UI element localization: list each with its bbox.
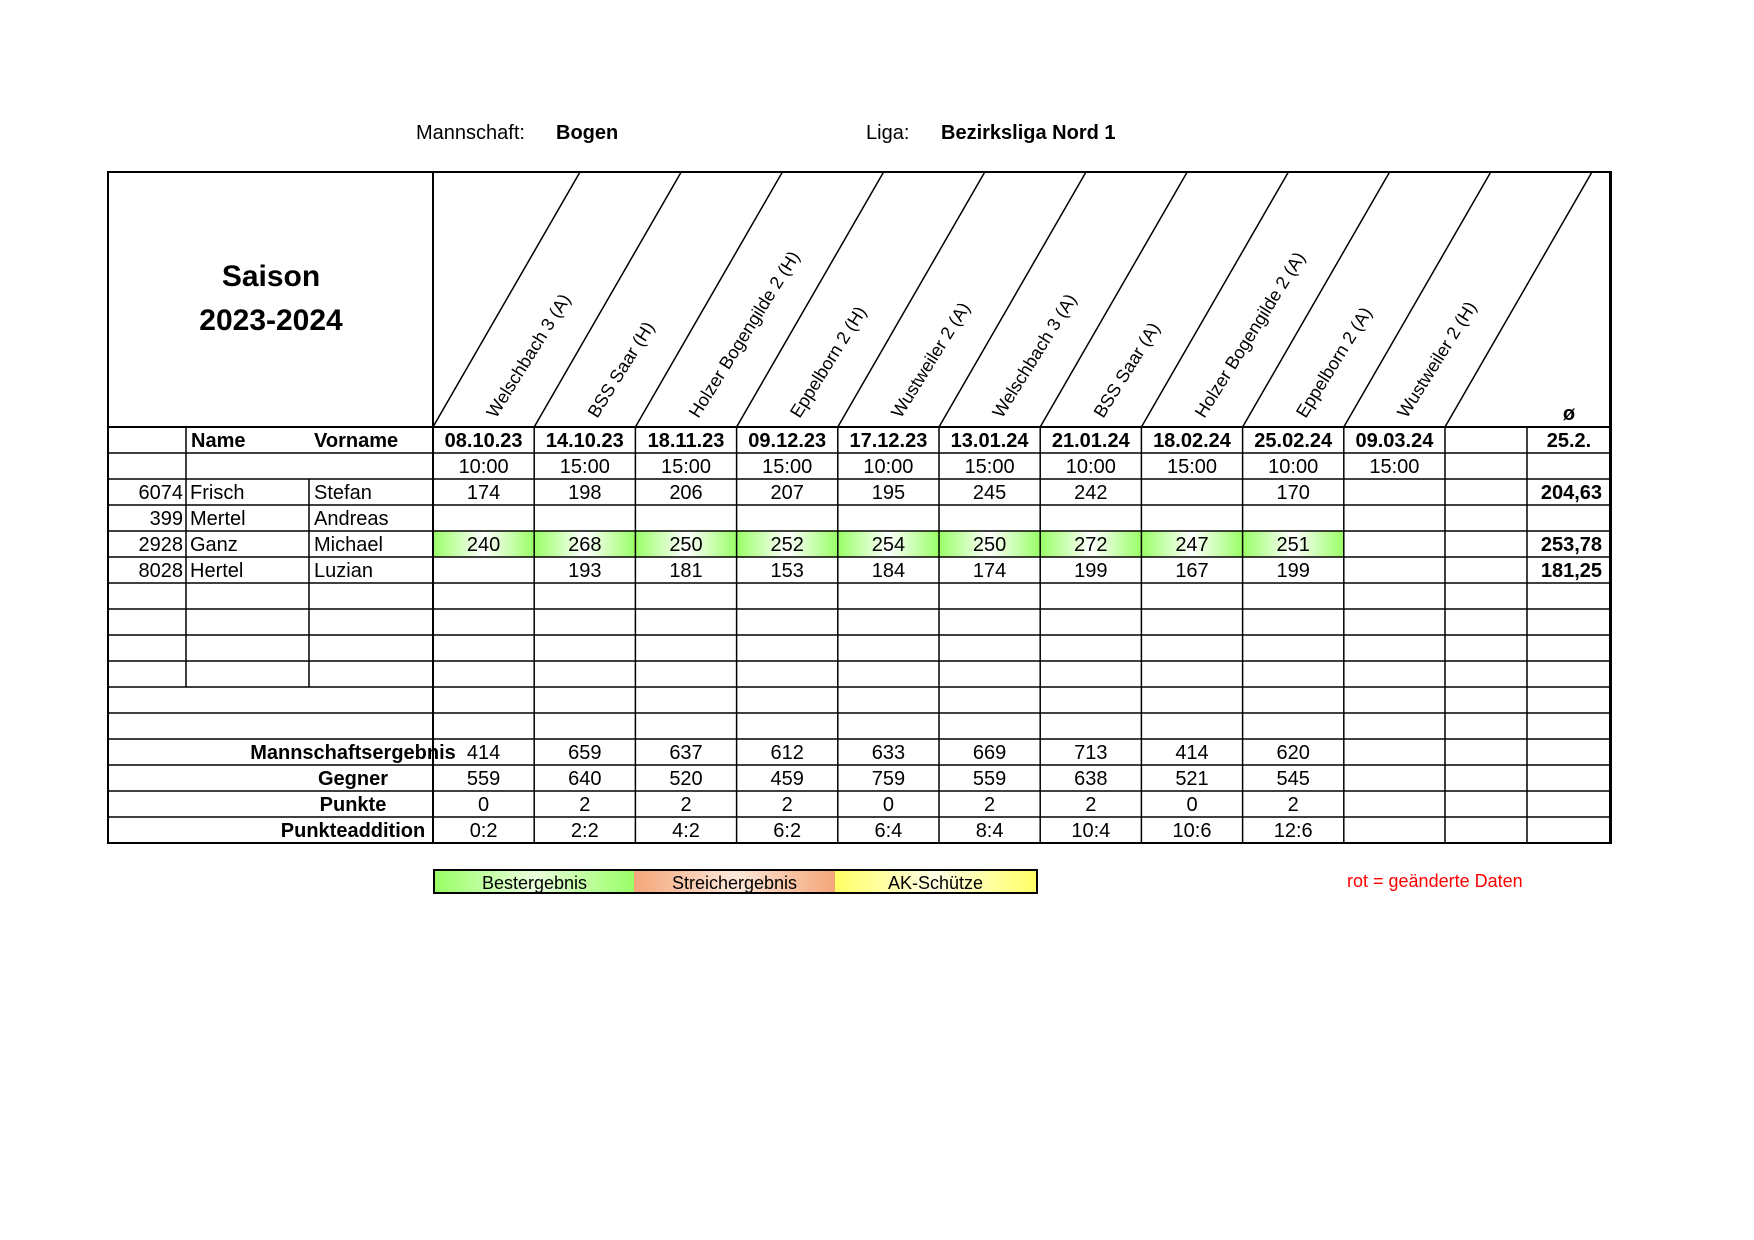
- match-time: 10:00: [1268, 456, 1319, 478]
- player-id: 2928: [138, 534, 183, 556]
- player-name: Mertel: [190, 508, 246, 530]
- summary-label: Gegner: [317, 768, 389, 790]
- player-name: Ganz: [190, 534, 238, 556]
- player-vorname: Luzian: [314, 560, 373, 582]
- summary-value: 620: [1276, 742, 1310, 764]
- league-label: Liga:: [866, 122, 910, 144]
- player-score: 252: [770, 534, 804, 556]
- match-date: 18.02.24: [1153, 430, 1231, 452]
- player-average: 181,25: [1540, 560, 1602, 582]
- header-diagonal: [1445, 172, 1592, 427]
- match-time: 15:00: [660, 456, 712, 478]
- summary-value: 10:6: [1172, 820, 1212, 842]
- match-date: 25.02.24: [1254, 430, 1333, 452]
- player-score: 199: [1074, 560, 1108, 582]
- player-score: 181: [669, 560, 703, 582]
- summary-value: 2: [1085, 794, 1097, 816]
- legend-best: Bestergebnis: [433, 869, 636, 894]
- player-id: 6074: [138, 482, 183, 504]
- summary-value: 659: [568, 742, 602, 764]
- summary-value: 414: [1175, 742, 1209, 764]
- summary-value: 10:4: [1071, 820, 1111, 842]
- summary-value: 0: [478, 794, 490, 816]
- match-date: 17.12.23: [849, 430, 928, 452]
- legend-ak: AK-Schütze: [835, 869, 1038, 894]
- player-score: 198: [568, 482, 602, 504]
- match-time: 10:00: [1065, 456, 1116, 478]
- summary-value: 633: [871, 742, 906, 764]
- player-id: 399: [149, 508, 183, 530]
- player-score: 153: [770, 560, 804, 582]
- summary-value: 414: [466, 742, 501, 764]
- player-score: 251: [1276, 534, 1310, 556]
- opponent-label: BSS Saar (A): [1089, 318, 1164, 422]
- opponent-label: Eppelborn 2 (H): [786, 302, 871, 422]
- opponent-label: Eppelborn 2 (A): [1292, 303, 1376, 422]
- summary-value: 0:2: [469, 820, 498, 842]
- summary-value: 2: [579, 794, 591, 816]
- team-value: Bogen: [556, 122, 619, 144]
- summary-value: 4:2: [672, 820, 700, 842]
- opponent-label: BSS Saar (H): [583, 318, 659, 422]
- summary-value: 8:4: [975, 820, 1004, 842]
- player-average: 253,78: [1540, 534, 1602, 556]
- summary-value: 12:6: [1273, 820, 1313, 842]
- player-score: 207: [770, 482, 804, 504]
- player-score: 199: [1276, 560, 1310, 582]
- legend-strike: Streichergebnis: [634, 869, 837, 894]
- player-vorname: Stefan: [314, 482, 372, 504]
- summary-label: Punkte: [319, 794, 387, 816]
- match-time: 15:00: [1369, 456, 1420, 478]
- match-date: 21.01.24: [1051, 430, 1130, 452]
- summary-value: 2: [1287, 794, 1299, 816]
- season-title: Saison: [221, 260, 321, 293]
- average-symbol: ø: [1562, 403, 1576, 425]
- opponent-label: Holzer Bogengilde 2 (A): [1190, 248, 1310, 422]
- player-average: 204,63: [1540, 482, 1602, 504]
- player-score: 250: [669, 534, 703, 556]
- player-name: Hertel: [190, 560, 244, 582]
- summary-value: 6:4: [874, 820, 903, 842]
- summary-value: 0: [882, 794, 894, 816]
- player-score: 245: [972, 482, 1007, 504]
- summary-value: 6:2: [773, 820, 802, 842]
- summary-value: 759: [871, 768, 906, 790]
- summary-value: 640: [568, 768, 602, 790]
- summary-value: 0: [1186, 794, 1198, 816]
- season-years: 2023-2024: [199, 304, 343, 337]
- summary-label: Mannschaftsergebnis: [250, 742, 456, 764]
- opponent-label: Wustweiler 2 (H): [1393, 297, 1481, 422]
- player-score: 242: [1074, 482, 1108, 504]
- player-name: Frisch: [190, 482, 245, 504]
- summary-value: 521: [1175, 768, 1209, 790]
- player-score: 184: [871, 560, 906, 582]
- player-score: 250: [972, 534, 1007, 556]
- summary-value: 637: [669, 742, 703, 764]
- player-vorname: Michael: [314, 534, 383, 556]
- match-date: 09.12.23: [748, 430, 827, 452]
- summary-value: 713: [1074, 742, 1108, 764]
- vorname-header: Vorname: [314, 430, 399, 452]
- match-date: 09.03.24: [1355, 430, 1434, 452]
- summary-value: 669: [972, 742, 1007, 764]
- summary-value: 2: [984, 794, 996, 816]
- summary-value: 2:2: [570, 820, 599, 842]
- player-score: 167: [1175, 560, 1209, 582]
- summary-value: 2: [680, 794, 692, 816]
- player-vorname: Andreas: [314, 508, 389, 530]
- player-score: 268: [568, 534, 602, 556]
- player-score: 272: [1074, 534, 1108, 556]
- match-time: 10:00: [863, 456, 914, 478]
- match-time: 15:00: [964, 456, 1015, 478]
- player-score: 206: [669, 482, 703, 504]
- player-score: 240: [466, 534, 501, 556]
- match-time: 15:00: [1166, 456, 1218, 478]
- player-score: 195: [871, 482, 906, 504]
- player-score: 174: [972, 560, 1007, 582]
- match-date: 13.01.24: [950, 430, 1029, 452]
- summary-label: Punkteaddition: [280, 820, 426, 842]
- opponent-label: Welschbach 3 (A): [482, 290, 575, 422]
- team-label: Mannschaft:: [416, 122, 525, 144]
- last-date: 25.2.: [1546, 430, 1592, 452]
- match-time: 15:00: [762, 456, 813, 478]
- player-score: 247: [1175, 534, 1209, 556]
- player-score: 254: [871, 534, 906, 556]
- changed-data-note: rot = geänderte Daten: [1347, 871, 1523, 891]
- match-date: 18.11.23: [647, 430, 725, 452]
- summary-value: 559: [972, 768, 1007, 790]
- summary-value: 559: [466, 768, 501, 790]
- match-date: 08.10.23: [444, 430, 523, 452]
- summary-value: 459: [770, 768, 804, 790]
- player-score: 174: [466, 482, 501, 504]
- summary-value: 612: [770, 742, 804, 764]
- match-date: 14.10.23: [545, 430, 624, 452]
- summary-value: 2: [781, 794, 793, 816]
- match-time: 10:00: [458, 456, 509, 478]
- summary-value: 520: [669, 768, 703, 790]
- opponent-label: Welschbach 3 (A): [988, 290, 1081, 422]
- match-time: 15:00: [559, 456, 610, 478]
- player-score: 193: [568, 560, 602, 582]
- player-id: 8028: [138, 560, 183, 582]
- league-value: Bezirksliga Nord 1: [941, 122, 1116, 144]
- name-header: Name: [191, 430, 246, 452]
- summary-value: 545: [1276, 768, 1310, 790]
- opponent-label: Holzer Bogengilde 2 (H): [684, 247, 804, 422]
- player-score: 170: [1276, 482, 1310, 504]
- opponent-label: Wustweiler 2 (A): [887, 298, 974, 422]
- summary-value: 638: [1074, 768, 1108, 790]
